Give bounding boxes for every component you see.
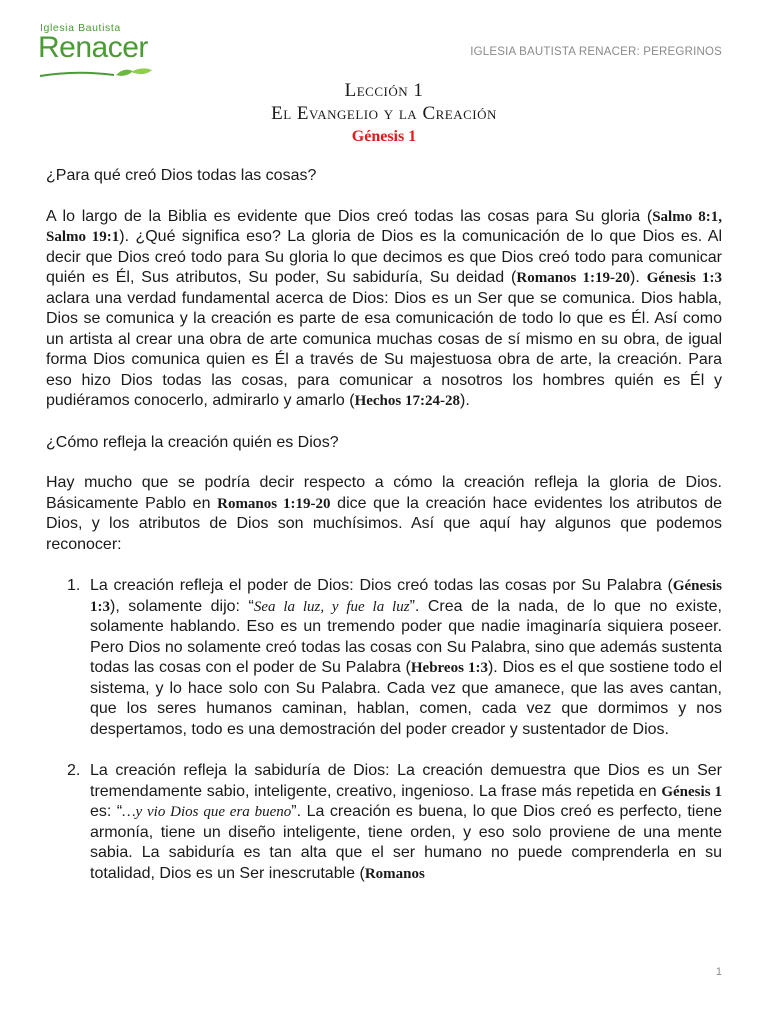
logo-subtitle: Iglesia Bautista: [40, 22, 121, 34]
scripture-quote: Sea la luz, y fue la luz: [253, 598, 410, 615]
paragraph-purpose: A lo largo de la Biblia es evidente que Dios creó todas las cosas para Su gloria (Salmo 8:1, Salmo 19:1). ¿Qué significa eso? La gloria de Dios es la comunicación de lo que Dios es. Al decir que Dios creó todo para Su gloria lo que decimos es que Dios creó todo para comunicar quién es Él, Sus atributos, Su poder, Su sabiduría, Su deidad (Romanos 1:19-20). Génesis 1:3 aclara una verdad fundamental acerca de Dios: Dios es un Ser que se comunica. Dios habla, Dios se comunica y la creación es parte de esa comunicación de todo lo que es Él. Así como un artista al crear una obra de arte comunica muchas cosas de sí mismo en su obra, de igual forma Dios comunica quien es Él a través de Su majestuosa obra de arte, la creación. Para eso hizo Dios todas las cosas, para comunicar a nosotros los hombres quién es Él y pudiéramos conocerlo, admirarlo y amarlo (Hechos 17:24-28).: [46, 207, 723, 409]
lesson-scripture-reference: Génesis 1: [351, 128, 417, 145]
paragraph-reflection: Hay mucho que se podría decir respecto a cómo la creación refleja la gloria de Dios. Básicamente Pablo en Romanos 1:19-20 dice que la creación hace evidentes los atributos de Dios, y los atributos de Dios son muchísimos. Así que aquí hay algunos que podemos reconocer:: [46, 474, 723, 553]
lesson-body: [46, 166, 722, 905]
list-item: 1. La creación refleja el poder de Dios: Dios creó todas las cosas por Su Palabra (Génesis 1:3), solamente dijo: “Sea la luz, y fue la luz”. Crea de la nada, de lo que no existe, solamente hablando. Eso es un tremendo poder que nadie imaginaría siquiera poseer. Pero Dios no solamente creó todas las cosas con Su Palabra, sino que además sustenta todas las cosas con el poder de Su Palabra (Hebreos 1:3). Dios es el que sostiene todo el sistema, y lo hace solo con Su Palabra. Cada vez que amanece, que las aves cantan, que los seres humanos caminan, hablan, comen, cada vez que dormimos y nos despertamos, todo es una demostración del poder creador y sustentador de Dios.: [67, 577, 722, 738]
list-number: 2.: [67, 762, 81, 779]
scripture-ref: Génesis 1: [661, 783, 722, 800]
scripture-ref: Hechos 17:24-28: [354, 393, 460, 409]
list-number: 1.: [67, 577, 81, 594]
section-heading-reflection: ¿Cómo refleja la creación quién es Dios?: [46, 433, 339, 451]
page-number: 1: [715, 966, 722, 978]
scripture-ref: Romanos 1:19-20: [217, 495, 331, 512]
lesson-subtitle: El Evangelio y la Creación: [271, 103, 497, 124]
section-heading-purpose: ¿Para qué creó Dios todas las cosas?: [46, 167, 317, 184]
logo-title: Renacer: [38, 31, 148, 64]
lesson-number: Lección 1: [344, 80, 424, 101]
scripture-ref: Génesis 1:3: [646, 270, 723, 286]
scripture-ref: Romanos 1:19-20: [516, 270, 631, 286]
church-logo: [36, 22, 166, 78]
scripture-ref: Romanos: [364, 865, 425, 882]
scripture-quote: …y vio Dios que era bueno: [122, 804, 292, 820]
scripture-ref: Génesis 1:3: [90, 578, 722, 615]
leaf-swoosh-icon: [36, 68, 166, 80]
lesson-title-block: [0, 80, 768, 148]
list-item: 2. La creación refleja la sabiduría de Dios: La creación demuestra que Dios es un Ser tremendamente sabio, inteligente, creativo, ingenioso. La frase más repetida en Génesis 1 es: “…y vio Dios que era bueno”. La creación es buena, lo que Dios creó es perfecto, tiene armonía, tiene un diseño inteligente, tiene orden, y eso solo proviene de una mente sabia. La sabiduría es tan alta que el ser humano no puede comprenderla en su totalidad, Dios es un Ser inescrutable (Romanos: [67, 762, 723, 882]
header-running-title: IGLESIA BAUTISTA RENACER: PEREGRINOS: [470, 46, 722, 58]
attributes-list: [46, 576, 722, 884]
scripture-ref: Hebreos 1:3: [410, 660, 488, 676]
scripture-ref: Salmo 8:1, Salmo 19:1: [46, 208, 722, 245]
